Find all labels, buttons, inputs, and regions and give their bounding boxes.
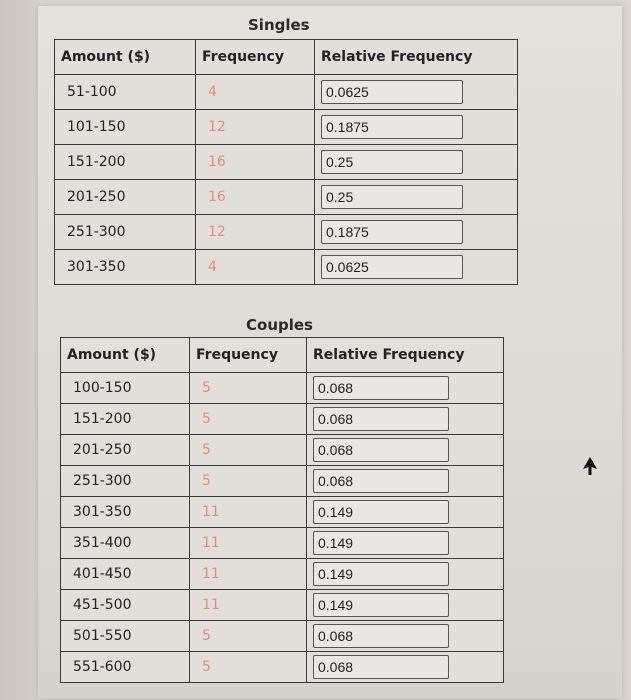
relative-frequency-cell (307, 404, 504, 435)
header-relative-frequency: Relative Frequency (315, 40, 518, 75)
relative-frequency-input[interactable]: 0.149 (313, 593, 449, 617)
table-row (61, 404, 504, 435)
frequency-cell: 5 (190, 404, 307, 435)
relative-frequency-input[interactable]: 0.1875 (321, 115, 463, 139)
frequency-cell: 16 (196, 145, 315, 180)
header-relative-frequency: Relative Frequency (307, 338, 504, 373)
amount-cell: 251-300 (61, 466, 190, 497)
amount-cell: 451-500 (61, 590, 190, 621)
relative-frequency-input[interactable]: 0.25 (321, 150, 463, 174)
frequency-cell: 4 (196, 75, 315, 110)
relative-frequency-input[interactable]: 0.0625 (321, 80, 463, 104)
header-amount: Amount ($) (61, 338, 190, 373)
mouse-cursor-icon (582, 456, 598, 476)
table-row (55, 250, 518, 285)
frequency-cell: 12 (196, 215, 315, 250)
frequency-cell: 4 (196, 250, 315, 285)
table-row (55, 75, 518, 110)
relative-frequency-cell (315, 110, 518, 145)
frequency-cell: 5 (190, 373, 307, 404)
table-row (61, 497, 504, 528)
relative-frequency-cell (307, 528, 504, 559)
photo-edge (0, 0, 40, 700)
couples-header-row (61, 338, 504, 373)
header-frequency: Frequency (190, 338, 307, 373)
amount-cell: 201-250 (55, 180, 196, 215)
relative-frequency-cell (307, 466, 504, 497)
relative-frequency-input[interactable]: 0.068 (313, 624, 449, 648)
header-amount: Amount ($) (55, 40, 196, 75)
singles-table (54, 39, 518, 285)
amount-cell: 401-450 (61, 559, 190, 590)
relative-frequency-cell (315, 180, 518, 215)
relative-frequency-input[interactable]: 0.0625 (321, 255, 463, 279)
header-frequency: Frequency (196, 40, 315, 75)
frequency-cell: 11 (190, 559, 307, 590)
couples-table (60, 337, 504, 683)
relative-frequency-cell (307, 559, 504, 590)
frequency-cell: 5 (190, 466, 307, 497)
relative-frequency-input[interactable]: 0.149 (313, 562, 449, 586)
table-row (55, 145, 518, 180)
table-row (61, 652, 504, 683)
singles-header-row (55, 40, 518, 75)
relative-frequency-cell (307, 621, 504, 652)
relative-frequency-cell (307, 497, 504, 528)
relative-frequency-input[interactable]: 0.068 (313, 655, 449, 679)
relative-frequency-cell (315, 145, 518, 180)
amount-cell: 351-400 (61, 528, 190, 559)
table-row (61, 528, 504, 559)
relative-frequency-input[interactable]: 0.149 (313, 531, 449, 555)
relative-frequency-input[interactable]: 0.149 (313, 500, 449, 524)
table-row (61, 373, 504, 404)
frequency-cell: 11 (190, 497, 307, 528)
relative-frequency-input[interactable]: 0.068 (313, 376, 449, 400)
couples-title: Couples (246, 316, 313, 334)
table-row (61, 621, 504, 652)
relative-frequency-cell (307, 652, 504, 683)
table-row (55, 215, 518, 250)
amount-cell: 501-550 (61, 621, 190, 652)
relative-frequency-cell (315, 75, 518, 110)
relative-frequency-input[interactable]: 0.068 (313, 469, 449, 493)
table-row (61, 466, 504, 497)
amount-cell: 301-350 (55, 250, 196, 285)
table-row (61, 559, 504, 590)
frequency-cell: 12 (196, 110, 315, 145)
amount-cell: 151-200 (61, 404, 190, 435)
frequency-cell: 5 (190, 435, 307, 466)
amount-cell: 301-350 (61, 497, 190, 528)
table-row (61, 590, 504, 621)
relative-frequency-input[interactable]: 0.25 (321, 185, 463, 209)
table-row (61, 435, 504, 466)
table-row (55, 180, 518, 215)
amount-cell: 100-150 (61, 373, 190, 404)
relative-frequency-cell (307, 373, 504, 404)
amount-cell: 251-300 (55, 215, 196, 250)
singles-title: Singles (248, 16, 310, 34)
relative-frequency-cell (315, 250, 518, 285)
amount-cell: 151-200 (55, 145, 196, 180)
frequency-cell: 5 (190, 621, 307, 652)
relative-frequency-input[interactable]: 0.1875 (321, 220, 463, 244)
relative-frequency-cell (315, 215, 518, 250)
relative-frequency-cell (307, 590, 504, 621)
relative-frequency-input[interactable]: 0.068 (313, 407, 449, 431)
relative-frequency-input[interactable]: 0.068 (313, 438, 449, 462)
amount-cell: 101-150 (55, 110, 196, 145)
frequency-cell: 11 (190, 590, 307, 621)
frequency-cell: 16 (196, 180, 315, 215)
frequency-cell: 5 (190, 652, 307, 683)
amount-cell: 201-250 (61, 435, 190, 466)
frequency-cell: 11 (190, 528, 307, 559)
amount-cell: 51-100 (55, 75, 196, 110)
table-row (55, 110, 518, 145)
relative-frequency-cell (307, 435, 504, 466)
amount-cell: 551-600 (61, 652, 190, 683)
